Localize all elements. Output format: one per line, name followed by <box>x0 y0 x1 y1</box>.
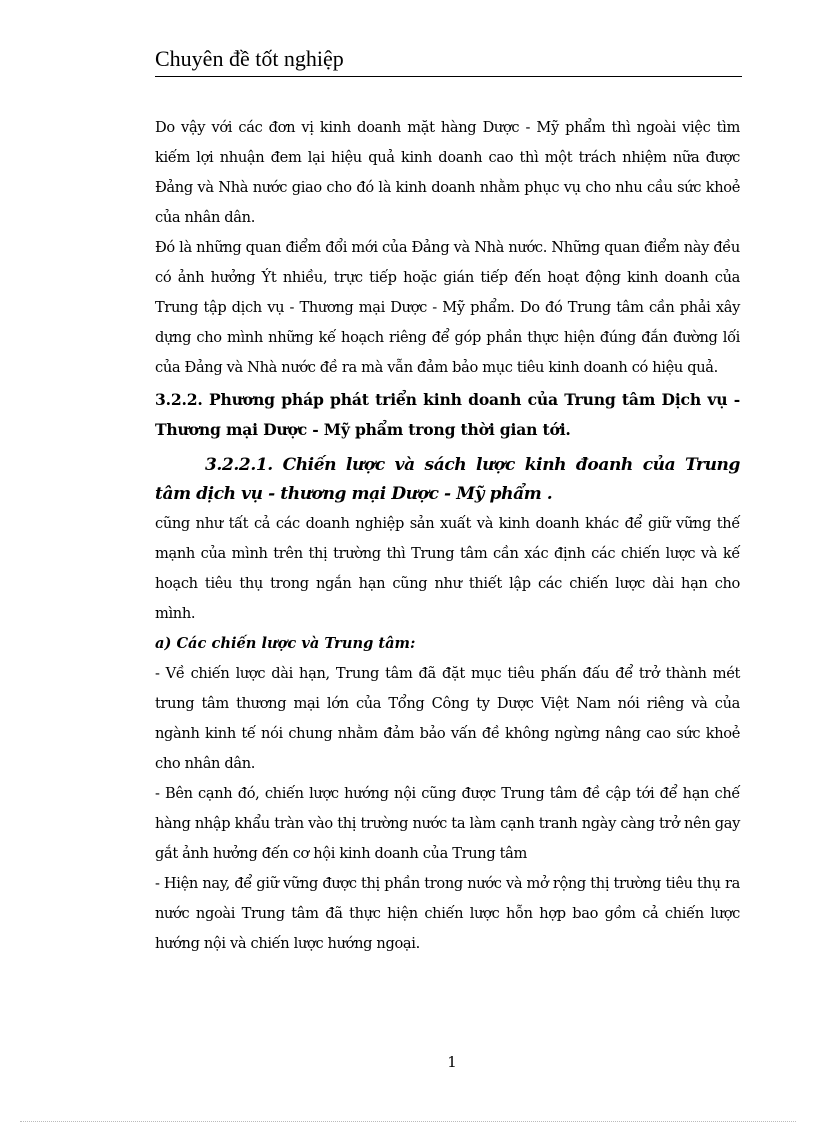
paragraph: cũng như tất cả các doanh nghiệp sản xuất và kinh doanh khác để giữ vững thế mạnh của mình trên thị trường thì Trung tâm cần xác định các chiến lược và kế hoạch tiêu thụ trong ngắn hạn cũng như thiết lập các chiến lược dài hạn cho mình. <box>155 515 740 622</box>
header-rule <box>155 76 742 77</box>
paragraph: - Bên cạnh đó, chiến lược hướng nội cũng được Trung tâm đề cập tới để hạn chế hàng nhập khẩu tràn vào thị trường nước ta làm cạnh tranh ngày càng trở nên gay gắt ảnh hưởng đến cơ hội kinh doanh của Trung tâm <box>155 785 740 862</box>
page-bottom-rule <box>20 1121 796 1122</box>
subsection-heading: 3.2.2.1. Chiến lược và sách lược kinh đoanh của Trung tâm dịch vụ - thương mại Dược - Mỹ phẩm . <box>155 455 740 504</box>
paragraph: - Về chiến lược dài hạn, Trung tâm đã đặt mục tiêu phấn đấu để trở thành mét trung tâm thương mại lớn của Tổng Công ty Dược Việt Nam nói riêng và của ngành kinh tế nói chung nhằm đảm bảo vấn đề không ngừng nâng cao sức khoẻ cho nhân dân. <box>155 665 740 772</box>
page-number: 1 <box>447 1053 457 1071</box>
paragraph: Do vậy với các đơn vị kinh doanh mặt hàng Dược - Mỹ phẩm thì ngoài việc tìm kiếm lợi nhuận đem lại hiệu quả kinh doanh cao thì một trách nhiệm nữa được Đảng và Nhà nước giao cho đó là kinh doanh nhằm phục vụ cho nhu cầu sức khoẻ của nhân dân. <box>155 119 740 226</box>
list-heading: a) Các chiến lược và Trung tâm: <box>155 635 416 652</box>
section-heading: 3.2.2. Phương pháp phát triển kinh doanh của Trung tâm Dịch vụ - Thương mại Dược - Mỹ phẩm trong thời gian tới. <box>155 390 740 439</box>
running-header: Chuyên đề tốt nghiệp <box>155 46 344 71</box>
page-body <box>155 113 740 959</box>
paragraph: - Hiện nay, để giữ vững được thị phần trong nước và mở rộng thị trường tiêu thụ ra nước ngoài Trung tâm đã thực hiện chiến lược hỗn hợp bao gồm cả chiến lược hướng nội và chiến lược hướng ngoại. <box>155 875 740 952</box>
paragraph: Đó là những quan điểm đổi mới của Đảng và Nhà nước. Những quan điểm này đều có ảnh hưởng Ýt nhiều, trực tiếp hoặc gián tiếp đến hoạt động kinh doanh của Trung tập dịch vụ - Thương mại Dược - Mỹ phẩm. Do đó Trung tâm cần phải xây dựng cho mình những kế hoạch riêng để góp phần thực hiện đúng đắn đường lối của Đảng và Nhà nước đề ra mà vẫn đảm bảo mục tiêu kinh doanh có hiệu quả. <box>155 239 740 376</box>
